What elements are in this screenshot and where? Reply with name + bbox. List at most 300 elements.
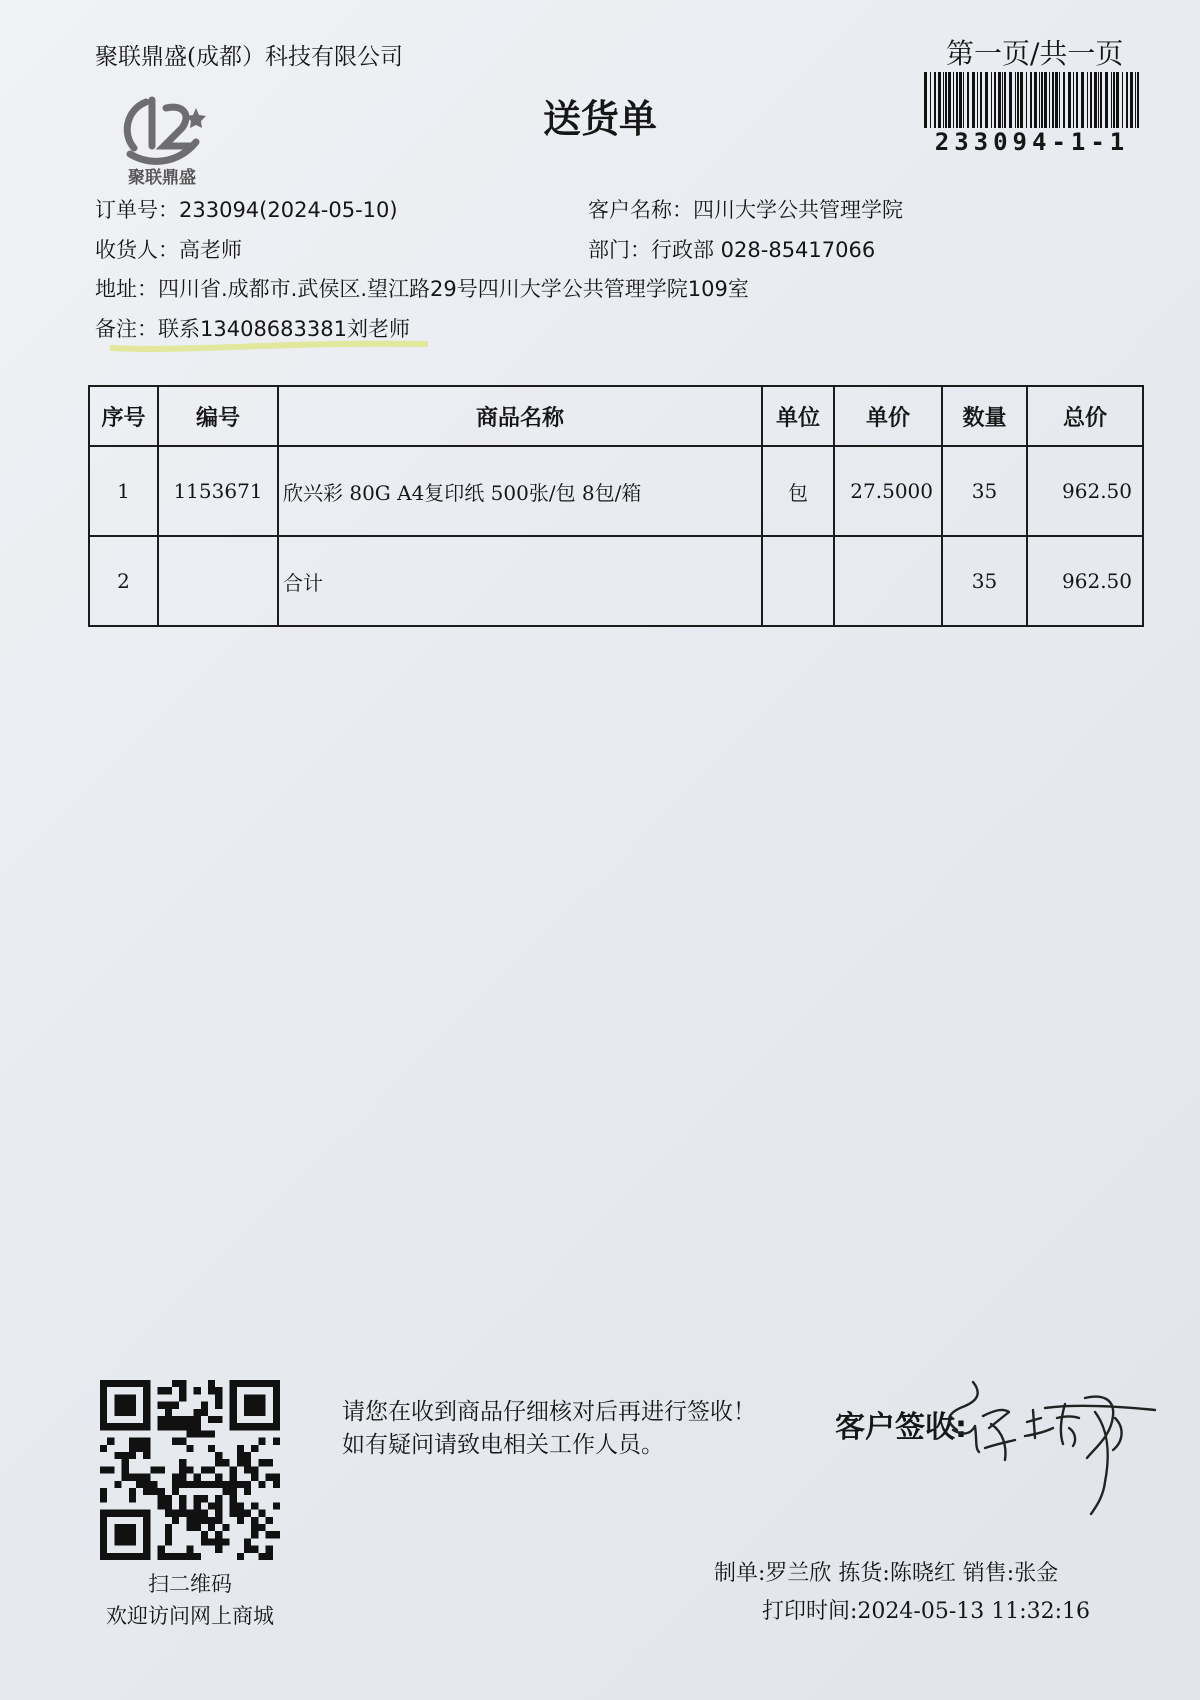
qr-module xyxy=(222,1488,229,1495)
qr-module xyxy=(165,1531,172,1538)
qr-module xyxy=(258,1510,265,1517)
qr-module xyxy=(273,1481,280,1488)
qr-module xyxy=(237,1510,244,1517)
qr-module xyxy=(158,1423,165,1430)
barcode-bar xyxy=(1015,72,1016,128)
qr-module xyxy=(208,1445,215,1452)
qr-module xyxy=(215,1387,222,1394)
qr-module xyxy=(179,1495,186,1502)
barcode-bar xyxy=(1130,72,1133,128)
qr-module xyxy=(230,1502,237,1509)
qr-module xyxy=(222,1459,229,1466)
qr-module xyxy=(251,1423,258,1430)
qr-module xyxy=(208,1481,215,1488)
qr-module xyxy=(244,1481,251,1488)
qr-module xyxy=(230,1416,237,1423)
qr-module xyxy=(258,1553,265,1560)
qr-module xyxy=(201,1402,208,1409)
qr-module xyxy=(114,1538,121,1545)
barcode-bar xyxy=(963,72,964,128)
logo-text: 聚联鼎盛 xyxy=(128,168,196,188)
col-header-index: 序号 xyxy=(89,386,158,446)
qr-module xyxy=(143,1423,150,1430)
qr-module xyxy=(230,1423,237,1430)
receipt-notice: 请您在收到商品仔细核对后再进行签收！如有疑问请致电相关工作人员。 xyxy=(342,1399,756,1458)
qr-module xyxy=(208,1517,215,1524)
qr-module xyxy=(201,1409,208,1416)
barcode-bar xyxy=(1126,72,1128,128)
qr-module xyxy=(129,1531,136,1538)
qr-module xyxy=(237,1445,244,1452)
barcode-bar xyxy=(1076,72,1078,128)
qr-module xyxy=(158,1546,165,1553)
qr-module xyxy=(143,1438,150,1445)
qr-module xyxy=(165,1502,172,1509)
qr-module xyxy=(172,1416,179,1423)
qr-module xyxy=(122,1524,129,1531)
barcode-bar xyxy=(1081,72,1084,128)
qr-module xyxy=(129,1524,136,1531)
qr-code[interactable] xyxy=(100,1380,280,1560)
barcode-bar xyxy=(1073,72,1074,128)
table-row-summary xyxy=(89,536,1143,626)
barcode-bar xyxy=(1041,72,1043,128)
qr-module xyxy=(179,1380,186,1387)
qr-module xyxy=(122,1394,129,1401)
qr-module xyxy=(179,1387,186,1394)
note-field: 备注：联系13408683381刘老师 xyxy=(95,317,410,341)
barcode-bar xyxy=(1004,72,1006,128)
qr-module xyxy=(230,1409,237,1416)
qr-module xyxy=(215,1546,222,1553)
qr-module xyxy=(237,1481,244,1488)
qr-module xyxy=(150,1488,157,1495)
qr-module xyxy=(201,1481,208,1488)
qr-module xyxy=(258,1423,265,1430)
qr-module xyxy=(107,1553,114,1560)
cell-product-name: 欣兴彩 80G A4复印纸 500张/包 8包/箱 xyxy=(278,446,762,536)
qr-module xyxy=(273,1387,280,1394)
cell-unit-price xyxy=(834,536,942,626)
qr-module xyxy=(165,1416,172,1423)
qr-module xyxy=(150,1466,157,1473)
qr-module xyxy=(129,1474,136,1481)
qr-module xyxy=(100,1546,107,1553)
qr-module xyxy=(266,1474,273,1481)
items-table xyxy=(88,385,1144,627)
qr-module xyxy=(107,1438,114,1445)
qr-module xyxy=(179,1423,186,1430)
qr-module xyxy=(273,1502,280,1509)
qr-module xyxy=(100,1387,107,1394)
qr-module xyxy=(122,1474,129,1481)
barcode-bar xyxy=(934,72,936,128)
qr-module xyxy=(273,1423,280,1430)
qr-module xyxy=(165,1495,172,1502)
barcode-bar xyxy=(1044,72,1047,128)
qr-module xyxy=(215,1531,222,1538)
qr-module xyxy=(136,1481,143,1488)
qr-module xyxy=(136,1423,143,1430)
qr-module xyxy=(186,1445,193,1452)
qr-module xyxy=(143,1445,150,1452)
qr-module xyxy=(251,1466,258,1473)
barcode-bar xyxy=(924,72,927,128)
barcode-bar xyxy=(1020,72,1023,128)
qr-module xyxy=(258,1438,265,1445)
cell-quantity: 35 xyxy=(942,446,1027,536)
qr-module xyxy=(165,1387,172,1394)
barcode-bar xyxy=(1137,72,1139,128)
qr-module xyxy=(122,1510,129,1517)
qr-module xyxy=(136,1553,143,1560)
col-header-code: 编号 xyxy=(158,386,278,446)
barcode-bar xyxy=(991,72,992,128)
qr-module xyxy=(266,1423,273,1430)
barcode-bar xyxy=(1094,72,1097,128)
barcode-bar xyxy=(943,72,944,128)
qr-module xyxy=(100,1538,107,1545)
cell-unit-price: 27.5000 xyxy=(834,446,942,536)
qr-module xyxy=(114,1531,121,1538)
qr-module xyxy=(194,1423,201,1430)
qr-module xyxy=(143,1531,150,1538)
qr-module xyxy=(237,1553,244,1560)
qr-module xyxy=(172,1510,179,1517)
qr-module xyxy=(114,1402,121,1409)
qr-module xyxy=(215,1538,222,1545)
barcode-bar xyxy=(953,72,954,128)
qr-module xyxy=(100,1524,107,1531)
qr-module xyxy=(114,1452,121,1459)
qr-module xyxy=(230,1510,237,1517)
qr-module xyxy=(107,1380,114,1387)
qr-module xyxy=(273,1402,280,1409)
qr-module xyxy=(201,1466,208,1473)
qr-module xyxy=(129,1380,136,1387)
qr-module xyxy=(251,1380,258,1387)
qr-module xyxy=(201,1510,208,1517)
handwritten-signature xyxy=(945,1378,1165,1518)
qr-module xyxy=(158,1402,165,1409)
qr-module xyxy=(100,1380,107,1387)
qr-module xyxy=(258,1524,265,1531)
qr-module xyxy=(230,1466,237,1473)
qr-module xyxy=(244,1423,251,1430)
barcode-bar xyxy=(977,72,978,128)
qr-module xyxy=(143,1474,150,1481)
qr-module xyxy=(273,1409,280,1416)
qr-module xyxy=(201,1538,208,1545)
qr-module xyxy=(201,1495,208,1502)
qr-module xyxy=(143,1524,150,1531)
qr-module xyxy=(158,1553,165,1560)
qr-module xyxy=(179,1481,186,1488)
qr-module xyxy=(129,1445,136,1452)
qr-module xyxy=(201,1430,208,1437)
qr-module xyxy=(273,1531,280,1538)
qr-module xyxy=(122,1538,129,1545)
qr-module xyxy=(208,1466,215,1473)
col-header-total: 总价 xyxy=(1027,386,1143,446)
qr-module xyxy=(100,1517,107,1524)
table-header-row xyxy=(89,386,1143,446)
qr-module xyxy=(244,1546,251,1553)
qr-module xyxy=(215,1481,222,1488)
order-number-field: 订单号：233094(2024-05-10) xyxy=(95,198,398,222)
qr-module xyxy=(172,1438,179,1445)
qr-module xyxy=(266,1459,273,1466)
customer-name-field: 客户名称：四川大学公共管理学院 xyxy=(588,198,903,222)
qr-module xyxy=(143,1510,150,1517)
qr-module xyxy=(237,1459,244,1466)
qr-module xyxy=(172,1553,179,1560)
barcode-bar xyxy=(1105,72,1108,128)
qr-module xyxy=(158,1466,165,1473)
qr-module xyxy=(136,1438,143,1445)
qr-module xyxy=(100,1423,107,1430)
qr-module xyxy=(100,1394,107,1401)
customer-signature-label: 客户签收: xyxy=(835,1410,967,1445)
qr-module xyxy=(100,1510,107,1517)
qr-module xyxy=(230,1488,237,1495)
qr-module xyxy=(143,1394,150,1401)
qr-module xyxy=(122,1409,129,1416)
barcode-bar xyxy=(1116,72,1119,128)
qr-module xyxy=(129,1423,136,1430)
cell-index: 1 xyxy=(89,446,158,536)
qr-module xyxy=(215,1495,222,1502)
qr-module xyxy=(122,1380,129,1387)
qr-module xyxy=(194,1387,201,1394)
qr-module xyxy=(100,1402,107,1409)
qr-module xyxy=(215,1452,222,1459)
qr-module xyxy=(143,1553,150,1560)
qr-module xyxy=(201,1531,208,1538)
qr-module xyxy=(179,1466,186,1473)
qr-module xyxy=(165,1538,172,1545)
cell-total: 962.50 xyxy=(1027,536,1143,626)
qr-module xyxy=(129,1538,136,1545)
qr-module xyxy=(186,1510,193,1517)
qr-module xyxy=(114,1524,121,1531)
qr-module xyxy=(244,1452,251,1459)
qr-module xyxy=(230,1481,237,1488)
qr-module xyxy=(158,1416,165,1423)
qr-module xyxy=(122,1531,129,1538)
qr-module xyxy=(172,1380,179,1387)
col-header-unit: 单位 xyxy=(762,386,834,446)
qr-module xyxy=(186,1553,193,1560)
qr-module xyxy=(143,1452,150,1459)
qr-module xyxy=(186,1423,193,1430)
document-title: 送货单 xyxy=(542,96,657,141)
col-header-product-name: 商品名称 xyxy=(278,386,762,446)
qr-module xyxy=(244,1466,251,1473)
qr-module xyxy=(201,1517,208,1524)
qr-module xyxy=(258,1409,265,1416)
qr-module xyxy=(114,1394,121,1401)
qr-module xyxy=(179,1394,186,1401)
barcode-bar xyxy=(1100,72,1102,128)
barcode-bar xyxy=(1098,72,1099,128)
barcode-bar xyxy=(1068,72,1071,128)
barcode-bar xyxy=(1055,72,1058,128)
qr-module xyxy=(143,1380,150,1387)
qr-module xyxy=(172,1402,179,1409)
qr-module xyxy=(273,1416,280,1423)
qr-module xyxy=(215,1510,222,1517)
qr-module xyxy=(100,1488,107,1495)
qr-module xyxy=(129,1394,136,1401)
barcode-bar xyxy=(945,72,947,128)
qr-module xyxy=(208,1502,215,1509)
barcode-bar xyxy=(1049,72,1050,128)
barcode-bar xyxy=(1017,72,1019,128)
qr-module xyxy=(251,1517,258,1524)
qr-module xyxy=(172,1481,179,1488)
qr-module xyxy=(230,1495,237,1502)
table-row xyxy=(89,446,1143,536)
barcode-bar xyxy=(956,72,958,128)
qr-module xyxy=(186,1524,193,1531)
qr-module xyxy=(179,1502,186,1509)
barcode-bar xyxy=(972,72,975,128)
qr-module xyxy=(172,1474,179,1481)
qr-module xyxy=(273,1394,280,1401)
qr-module xyxy=(129,1402,136,1409)
qr-module xyxy=(194,1502,201,1509)
qr-module xyxy=(165,1409,172,1416)
qr-module xyxy=(237,1502,244,1509)
qr-module xyxy=(266,1553,273,1560)
qr-module xyxy=(158,1502,165,1509)
barcode-bar xyxy=(985,72,988,128)
qr-module xyxy=(122,1553,129,1560)
qr-module xyxy=(266,1380,273,1387)
qr-module xyxy=(244,1538,251,1545)
cell-product-name: 合计 xyxy=(278,536,762,626)
qr-module xyxy=(258,1459,265,1466)
qr-module xyxy=(150,1481,157,1488)
qr-module xyxy=(186,1481,193,1488)
department-field: 部门：行政部 028-85417066 xyxy=(588,238,876,262)
qr-module xyxy=(100,1416,107,1423)
qr-module xyxy=(266,1531,273,1538)
qr-module xyxy=(143,1517,150,1524)
qr-module xyxy=(100,1445,107,1452)
staff-info: 制单:罗兰欣 拣货:陈晓红 销售:张金 xyxy=(714,1561,1059,1586)
qr-module xyxy=(251,1502,258,1509)
qr-module xyxy=(194,1510,201,1517)
qr-module xyxy=(208,1524,215,1531)
barcode xyxy=(922,72,1142,128)
qr-module xyxy=(251,1402,258,1409)
barcode-bar xyxy=(1030,72,1032,128)
qr-module xyxy=(215,1402,222,1409)
qr-module xyxy=(100,1531,107,1538)
qr-module xyxy=(258,1380,265,1387)
qr-module xyxy=(194,1409,201,1416)
col-header-quantity: 数量 xyxy=(942,386,1027,446)
qr-module xyxy=(244,1459,251,1466)
qr-module xyxy=(158,1387,165,1394)
barcode-bar xyxy=(1039,72,1040,128)
qr-module xyxy=(215,1517,222,1524)
qr-module xyxy=(237,1452,244,1459)
barcode-bar xyxy=(994,72,996,128)
highlighter-mark xyxy=(110,338,428,354)
qr-module xyxy=(129,1452,136,1459)
barcode-bar xyxy=(980,72,982,128)
qr-module xyxy=(143,1402,150,1409)
qr-module xyxy=(136,1445,143,1452)
qr-module xyxy=(222,1481,229,1488)
qr-module xyxy=(114,1481,121,1488)
cell-total: 962.50 xyxy=(1027,446,1143,536)
qr-module xyxy=(258,1402,265,1409)
barcode-bar xyxy=(1135,72,1136,128)
qr-module xyxy=(251,1394,258,1401)
qr-module xyxy=(194,1416,201,1423)
barcode-bar xyxy=(959,72,962,128)
cell-code xyxy=(158,536,278,626)
qr-module xyxy=(179,1474,186,1481)
qr-module xyxy=(222,1524,229,1531)
cell-quantity: 35 xyxy=(942,536,1027,626)
barcode-bar xyxy=(948,72,951,128)
qr-module xyxy=(136,1380,143,1387)
qr-module xyxy=(230,1402,237,1409)
qr-module xyxy=(208,1380,215,1387)
barcode-bar xyxy=(1002,72,1003,128)
qr-module xyxy=(129,1438,136,1445)
qr-module xyxy=(215,1416,222,1423)
qr-module xyxy=(114,1409,121,1416)
qr-module xyxy=(266,1517,273,1524)
barcode-bar xyxy=(1122,72,1123,128)
qr-module xyxy=(251,1546,258,1553)
qr-module xyxy=(100,1495,107,1502)
qr-module xyxy=(158,1488,165,1495)
barcode-bar xyxy=(1052,72,1054,128)
qr-module xyxy=(122,1459,129,1466)
qr-module xyxy=(237,1423,244,1430)
company-name: 聚联鼎盛(成都）科技有限公司 xyxy=(95,44,403,70)
qr-module xyxy=(251,1524,258,1531)
qr-module xyxy=(186,1416,193,1423)
barcode-bar xyxy=(1063,72,1065,128)
qr-module xyxy=(179,1416,186,1423)
qr-module xyxy=(158,1495,165,1502)
qr-module xyxy=(194,1474,201,1481)
qr-module xyxy=(165,1553,172,1560)
qr-module xyxy=(273,1474,280,1481)
qr-module xyxy=(143,1546,150,1553)
qr-module xyxy=(215,1459,222,1466)
print-time: 打印时间:2024-05-13 11:32:16 xyxy=(762,1599,1091,1624)
qr-module xyxy=(215,1394,222,1401)
barcode-bar xyxy=(967,72,969,128)
barcode-bar xyxy=(998,72,1001,128)
qr-module xyxy=(172,1517,179,1524)
qr-module xyxy=(136,1510,143,1517)
barcode-bar xyxy=(1113,72,1115,128)
qr-module xyxy=(129,1553,136,1560)
qr-module xyxy=(208,1416,215,1423)
qr-module xyxy=(179,1438,186,1445)
qr-module xyxy=(165,1423,172,1430)
